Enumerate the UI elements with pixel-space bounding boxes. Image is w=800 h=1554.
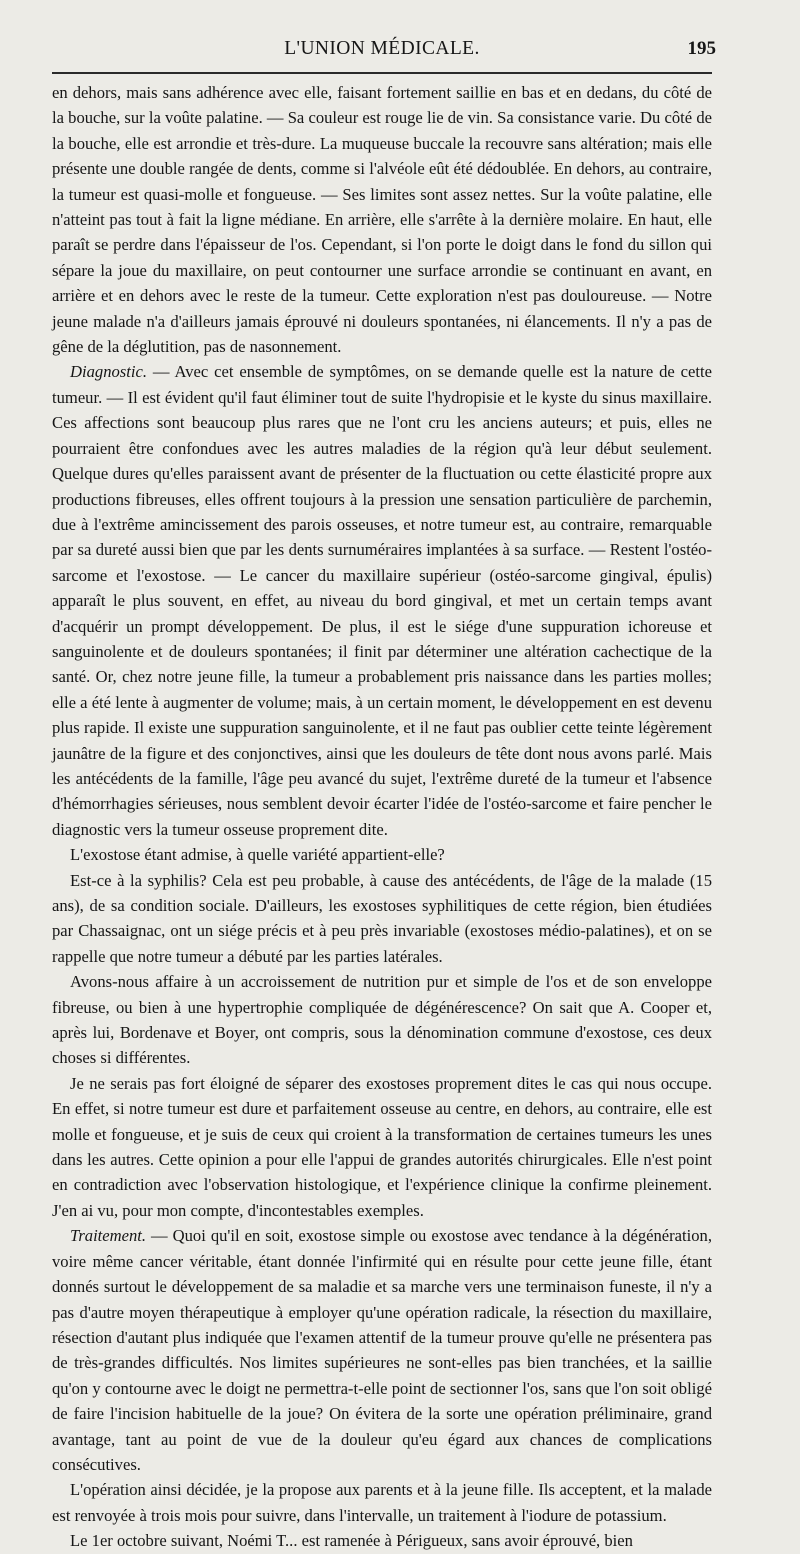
paragraph-text: en dehors, mais sans adhérence avec elle, faisant fortement saillie en bas et en dedans, du côté de la bouche, sur la voûte palatine. — Sa couleur est rouge lie de vin. Sa consistance varie. Du côté de la bouche, elle est arrondie et très-dure. La muqueuse buccale la recouvre sans altération; mais elle présente une double rangée de dents, comme si l'alvéole eût été dédoublée. En dehors, au contraire, la tumeur est quasi-molle et fongueuse. — Ses limites sont assez nettes. Sur la voûte palatine, elle n'atteint pas tout à fait la ligne médiane. En arrière, elle s'arrête à la dernière molaire. En haut, elle paraît se perdre dans l'épaisseur de l'os. Cependant, si l'on porte le doigt dans le fond du sillon qui sépare la joue du maxillaire, on peut contourner une surface arrondie se continuant en avant, en arrière et en dehors avec le reste de la tumeur. Cette exploration n'est pas douloureuse. — Notre jeune malade n'a d'ailleurs jamais éprouvé ni douleurs spontanées, ni élancements. Il n'y a pas de gêne de la déglutition, pas de nasonnement. (52, 83, 712, 357)
paragraph (52, 1223, 712, 1477)
paragraph-text: — Avec cet ensemble de symptômes, on se demande quelle est la nature de cette tumeur. — Il est évident qu'il faut éliminer tout de suite l'hydropisie et le kyste du sinus maxillaire. Ces affections sont beaucoup plus rares que ne l'ont cru les anciens auteurs; et puis, elles ne pourraient être confondues avec les autres maladies de la région qu'à leur début seulement. Quelque dures qu'elles paraissent avant de présenter de la fluctuation ou cette élasticité propre aux productions fibreuses, elles offrent toujours à la pression une sensation particulière de parchemin, due à l'extrême amincissement des parois osseuses, et notre tumeur est, au contraire, remarquable par sa dureté aussi bien que par les dents surnuméraires implantées à sa surface. — Restent l'ostéo-sarcome et l'exostose. — Le cancer du maxillaire supérieur (ostéo-sarcome gingival, épulis) apparaît le plus souvent, en effet, au niveau du bord gingival, et met un certain temps avant d'acquérir un prompt développement. De plus, il est le siége d'une suppuration ichoreuse et sanguinolente et de douleurs spontanées; il finit par déterminer une altération cachectique de la santé. Or, chez notre jeune fille, la tumeur a probablement pris naissance dans les parties molles; elle a été lente à augmenter de volume; mais, à un certain moment, le développement en est devenu plus rapide. Il existe une suppuration sanguinolente, et il ne faut pas oublier cette teinte légèrement jaunâtre de la figure et des conjonctives, ainsi que les douleurs de tête dont nous avons parlé. Mais les antécédents de la famille, l'âge peu avancé du sujet, l'extrême dureté de la tumeur et l'absence d'hémorrhagies sérieuses, nous semblent devoir écarter l'idée de l'ostéo-sarcome et faire pencher le diagnostic vers la tumeur osseuse proprement dite. (52, 362, 712, 839)
paragraph (52, 80, 712, 359)
paragraph-text: Est-ce à la syphilis? Cela est peu probable, à cause des antécédents, de l'âge de la malade (15 ans), de sa condition sociale. D'ailleurs, les exostoses syphilitiques de cette région, bien étudiées par Chassaignac, ont un siége précis et à peu près invariable (exostoses médio-palatines), et on se rappelle que notre tumeur a débuté par les parties latérales. (52, 870, 712, 966)
article-body (52, 80, 712, 1554)
section-lead: Diagnostic. (70, 362, 147, 382)
paragraph (52, 842, 712, 867)
header-rule (52, 72, 712, 74)
paragraph (52, 1477, 712, 1528)
paragraph (52, 1528, 712, 1553)
paragraph-text: Avons-nous affaire à un accroissement de nutrition pur et simple de l'os et de son enveloppe fibreuse, ou bien à une hypertrophie compliquée de dégénérescence? On sait que A. Cooper et, après lui, Bordenave et Boyer, ont compris, sous la dénomination commune d'exostose, ces deux choses si différentes. (52, 972, 712, 1068)
journal-title: L'UNION MÉDICALE. (284, 38, 480, 59)
paragraph-text: L'opération ainsi décidée, je la propose aux parents et à la jeune fille. Ils acceptent, et la malade est renvoyée à trois mois pour suivre, dans l'intervalle, un traitement à l'iodure de potassium. (52, 1480, 712, 1525)
page-number: 195 (687, 38, 716, 59)
paragraph (52, 969, 712, 1071)
paragraph-text: L'exostose étant admise, à quelle variété appartient-elle? (70, 845, 445, 865)
paragraph (52, 1071, 712, 1223)
paragraph-text: — Quoi qu'il en soit, exostose simple ou exostose avec tendance à la dégénération, voire même cancer véritable, étant donnée l'infirmité qui en résulte pour cette jeune fille, étant donnés surtout le développement de sa maladie et sa marche vers une terminaison funeste, il n'y a pas d'autre moyen thérapeutique à employer qu'une opération radicale, la résection du maxillaire, résection d'autant plus indiquée que l'examen attentif de la tumeur prouve qu'elle ne présentera pas de très-grandes difficultés. Nos limites supérieures ne sont-elles pas bien tranchées, et la saillie qu'on y contourne avec le doigt ne permettra-t-elle point de sectionner l'os, sans que l'on soit obligé de faire l'incision habituelle de la joue? On évitera de la sorte une opération préliminaire, grand avantage, tant au point de vue de la douleur qu'eu égard aux chances de complications consécutives. (52, 1226, 712, 1474)
paragraph-text: Le 1er octobre suivant, Noémi T... est ramenée à Périgueux, sans avoir éprouvé, bien (70, 1531, 633, 1551)
running-header (52, 32, 716, 68)
section-lead: Traitement. (70, 1226, 147, 1246)
paragraph-text: Je ne serais pas fort éloigné de séparer des exostoses proprement dites le cas qui nous occupe. En effet, si notre tumeur est dure et parfaitement osseuse au centre, en dehors, au contraire, elle est molle et fongueuse, et je suis de ceux qui croient à la transformation de certaines tumeurs les unes dans les autres. Cette opinion a pour elle l'appui de grandes autorités chirurgicales. Elle n'est point en contradiction avec l'observation histologique, et l'expérience clinique la confirme pleinement. J'en ai vu, pour mon compte, d'incontestables exemples. (52, 1073, 712, 1220)
paragraph (52, 359, 712, 842)
paragraph (52, 868, 712, 970)
